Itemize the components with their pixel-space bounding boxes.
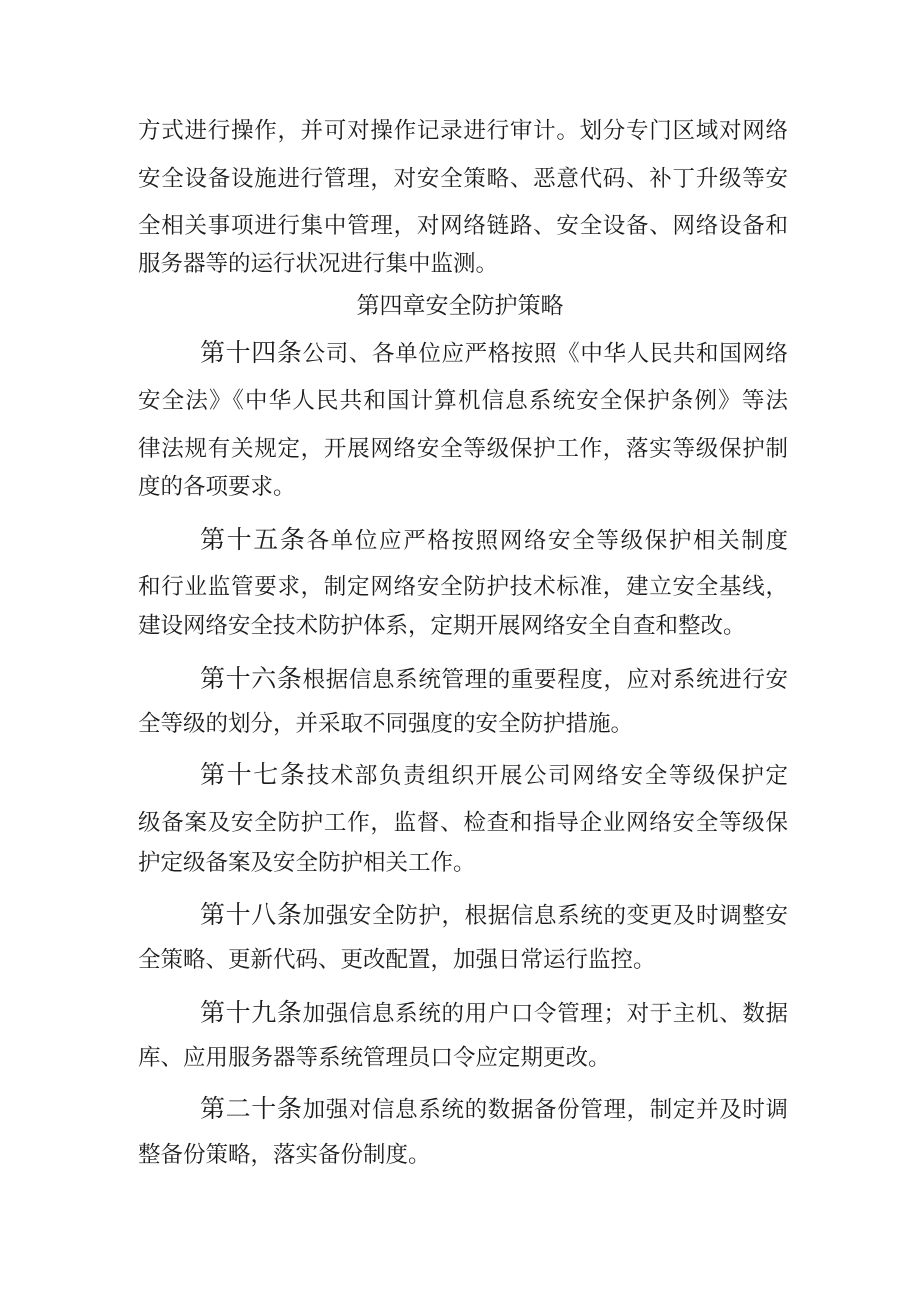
- article-text: 加强信息系统的用户口令管理；对于主机、数据: [302, 1001, 788, 1027]
- article-text: 公司、各单位应严格按照《中华人民共和国网络: [302, 341, 788, 367]
- article-first-line: [200, 998, 788, 1028]
- article-number: 第十八条: [200, 900, 303, 929]
- text-line: 度的各项要求。: [138, 474, 296, 500]
- text-line: 安全法》《中华人民共和国计算机信息系统安全保护条例》等法: [138, 388, 788, 414]
- article-number: 第十五条: [200, 525, 307, 554]
- text-line: 方式进行操作，并可对操作记录进行审计。划分专门区域对网络: [138, 118, 788, 144]
- article-first-line: [200, 1094, 788, 1124]
- text-line: 整备份策略，落实备份制度。: [138, 1142, 431, 1168]
- article-number: 第二十条: [200, 1094, 303, 1123]
- article-first-line: [200, 900, 788, 930]
- text-line: 全等级的划分，并采取不同强度的安全防护措施。: [138, 711, 634, 737]
- chapter-heading: 第四章安全防护策略: [356, 293, 564, 319]
- text-line: 护定级备案及安全防护相关工作。: [138, 850, 476, 876]
- article-number: 第十六条: [200, 664, 303, 693]
- article-first-line: [200, 760, 788, 790]
- article-first-line: [200, 525, 788, 555]
- article-number: 第十七条: [200, 760, 307, 789]
- article-text: 加强安全防护，根据信息系统的变更及时调整安: [302, 903, 788, 929]
- article-text: 技术部负责组织开展公司网络安全等级保护定: [306, 763, 788, 789]
- text-line: 律法规有关规定，开展网络安全等级保护工作，落实等级保护制: [138, 436, 788, 462]
- article-first-line: [200, 664, 788, 694]
- text-line: 库、应用服务器等系统管理员口令应定期更改。: [138, 1045, 611, 1071]
- article-text: 根据信息系统管理的重要程度，应对系统进行安: [302, 667, 788, 693]
- article-first-line: [200, 338, 788, 368]
- text-line: 全策略、更新代码、更改配置，加强日常运行监控。: [138, 947, 656, 973]
- text-line: 安全设备设施进行管理，对安全策略、恶意代码、补丁升级等安: [138, 166, 788, 192]
- article-text: 各单位应严格按照网络安全等级保护相关制度: [306, 528, 788, 554]
- text-line: 服务器等的运行状况进行集中监测。: [138, 251, 499, 277]
- text-line: 和行业监管要求，制定网络安全防护技术标准，建立安全基线，: [138, 574, 788, 600]
- text-line: 全相关事项进行集中管理，对网络链路、安全设备、网络设备和: [138, 213, 788, 239]
- article-number: 第十四条: [200, 338, 303, 367]
- text-line: 级备案及安全防护工作，监督、检查和指导企业网络安全等级保: [138, 810, 788, 836]
- text-line: 建设网络安全技术防护体系，定期开展网络安全自查和整改。: [138, 613, 746, 639]
- article-number: 第十九条: [200, 998, 303, 1027]
- article-text: 加强对信息系统的数据备份管理，制定并及时调: [302, 1097, 788, 1123]
